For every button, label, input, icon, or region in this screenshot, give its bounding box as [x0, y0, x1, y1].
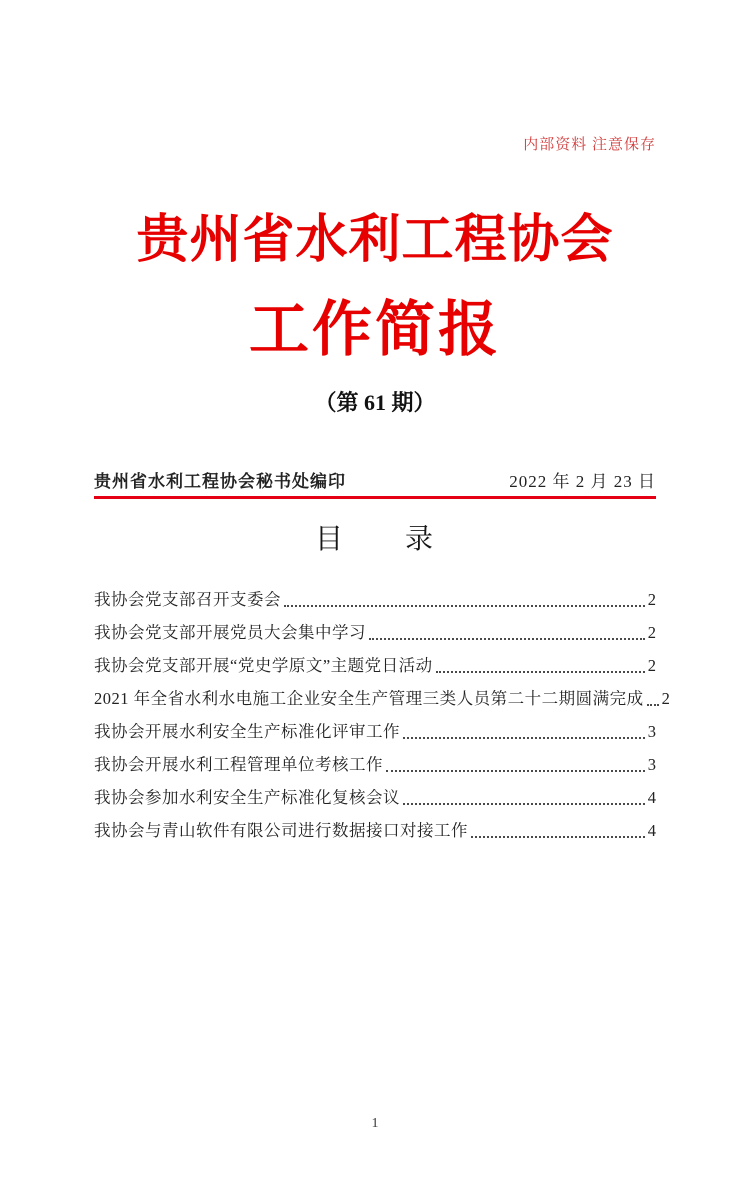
footer-page-number: 1 [371, 1116, 379, 1131]
toc-leader-dots [386, 770, 645, 772]
toc-leader-dots [471, 836, 645, 838]
toc-entry-title: 我协会党支部开展党员大会集中学习 [94, 623, 366, 643]
toc-entry [94, 649, 656, 682]
toc-entry-page: 2 [647, 590, 656, 610]
toc-entry-title: 我协会开展水利工程管理单位考核工作 [94, 755, 383, 775]
toc-entry [94, 781, 656, 814]
toc-leader-dots [436, 671, 645, 673]
publication-date: 2022 年 2 月 23 日 [509, 472, 656, 492]
toc-entry [94, 814, 656, 847]
toc-heading: 目 录 [314, 524, 435, 556]
toc-entry-page: 2 [647, 623, 656, 643]
bulletin-title: 工作简报 [249, 297, 501, 364]
toc-entry-title: 我协会参加水利安全生产标准化复核会议 [94, 788, 400, 808]
bulletin-cover-page [0, 133, 750, 1194]
toc-entry-page: 3 [647, 722, 656, 742]
toc-entry [94, 682, 670, 715]
toc-entry-page: 4 [647, 821, 656, 841]
toc-leader-dots [647, 704, 659, 706]
toc-leader-dots [403, 803, 645, 805]
toc-entry-title: 我协会党支部开展“党史学原文”主题党日活动 [94, 656, 433, 676]
toc-entry-title: 我协会党支部召开支委会 [94, 590, 281, 610]
toc-entry-title: 我协会开展水利安全生产标准化评审工作 [94, 722, 400, 742]
toc-entry [94, 616, 656, 649]
red-divider-rule [94, 496, 656, 499]
toc-entry [94, 583, 656, 616]
publication-line [94, 467, 656, 492]
confidential-notice: 内部资料 注意保存 [523, 137, 656, 153]
toc-leader-dots [403, 737, 645, 739]
issue-number: （第 61 期） [314, 390, 436, 416]
toc-entry-title: 2021 年全省水利水电施工企业安全生产管理三类人员第二十二期圆满完成 [94, 689, 644, 709]
toc-entry-page: 4 [647, 788, 656, 808]
organization-title: 贵州省水利工程协会 [136, 212, 614, 269]
toc-leader-dots [369, 638, 645, 640]
toc-entry-title: 我协会与青山软件有限公司进行数据接口对接工作 [94, 821, 468, 841]
toc-entry-page: 3 [647, 755, 656, 775]
toc-leader-dots [284, 605, 645, 607]
toc-entry-page: 2 [661, 689, 670, 709]
toc-entry [94, 715, 656, 748]
toc-list [94, 583, 670, 847]
toc-entry [94, 748, 656, 781]
publisher-name: 贵州省水利工程协会秘书处编印 [94, 472, 346, 492]
toc-entry-page: 2 [647, 656, 656, 676]
